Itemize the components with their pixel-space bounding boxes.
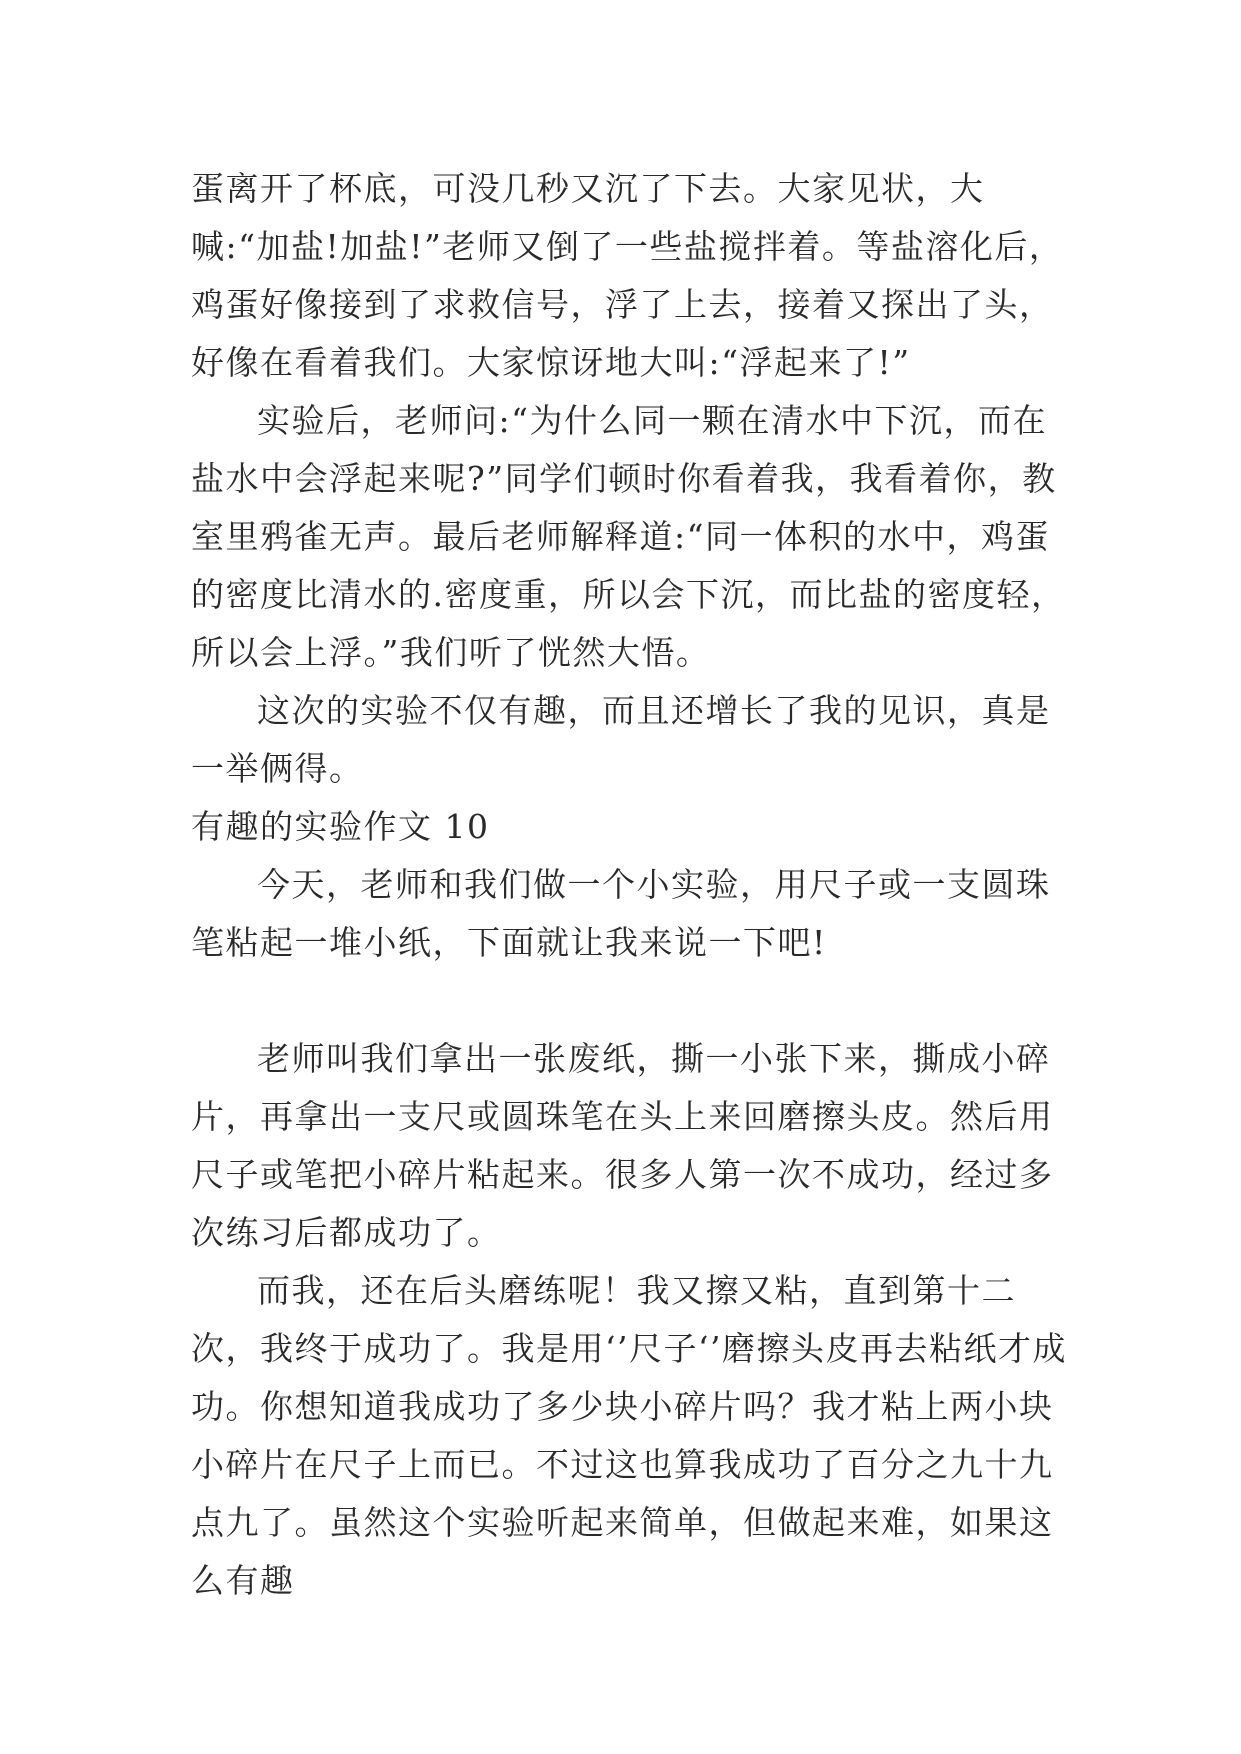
paragraph-conclusion: 这次的实验不仅有趣，而且还增长了我的见识，真是一举俩得。 bbox=[191, 691, 1051, 788]
paragraph-procedure: 老师叫我们拿出一张废纸，撕一小张下来，撕成小碎片，再拿出一支尺或圆珠笔在头上来回磨擦头皮。然后用尺子或笔把小碎片粘起来。很多人第一次不成功，经过多次练习后都成功了。 bbox=[191, 1039, 1054, 1252]
essay-heading: 有趣的实验作文 10 bbox=[191, 807, 490, 846]
paragraph-intro: 今天，老师和我们做一个小实验，用尺子或一支圆珠笔粘起一堆小纸，下面就让我来说一下吧! bbox=[191, 865, 1051, 962]
paragraph-gap bbox=[191, 972, 1071, 1030]
paragraph-my-attempt: 而我，还在后头磨练呢！我又擦又粘，直到第十二次，我终于成功了。我是用‘’尺子‘’磨擦头皮再去粘纸才成功。你想知道我成功了多少块小碎片吗？我才粘上两小块小碎片在尺子上而已。不过这也算我成功了百分之九十九点九了。虽然这个实验听起来简单，但做起来难，如果这么有趣 bbox=[191, 1271, 1067, 1600]
document-body bbox=[191, 160, 1071, 1610]
paragraph-teacher-question: 实验后，老师问:“为什么同一颗在清水中下沉，而在盐水中会浮起来呢?”同学们顿时你看着我，我看着你，教室里鸦雀无声。最后老师解释道:“同一体积的水中，鸡蛋的密度比清水的.密度重，所以会下沉，而比盐的密度轻，所以会上浮。”我们听了恍然大悟。 bbox=[191, 401, 1066, 672]
paragraph-egg-sinks: 蛋离开了杯底，可没几秒又沉了下去。大家见状，大喊:“加盐!加盐!”老师又倒了一些盐搅拌着。等盐溶化后，鸡蛋好像接到了求救信号，浮了上去，接着又探出了头，好像在看着我们。大家惊讶地大叫:“浮起来了!” bbox=[191, 169, 1064, 382]
